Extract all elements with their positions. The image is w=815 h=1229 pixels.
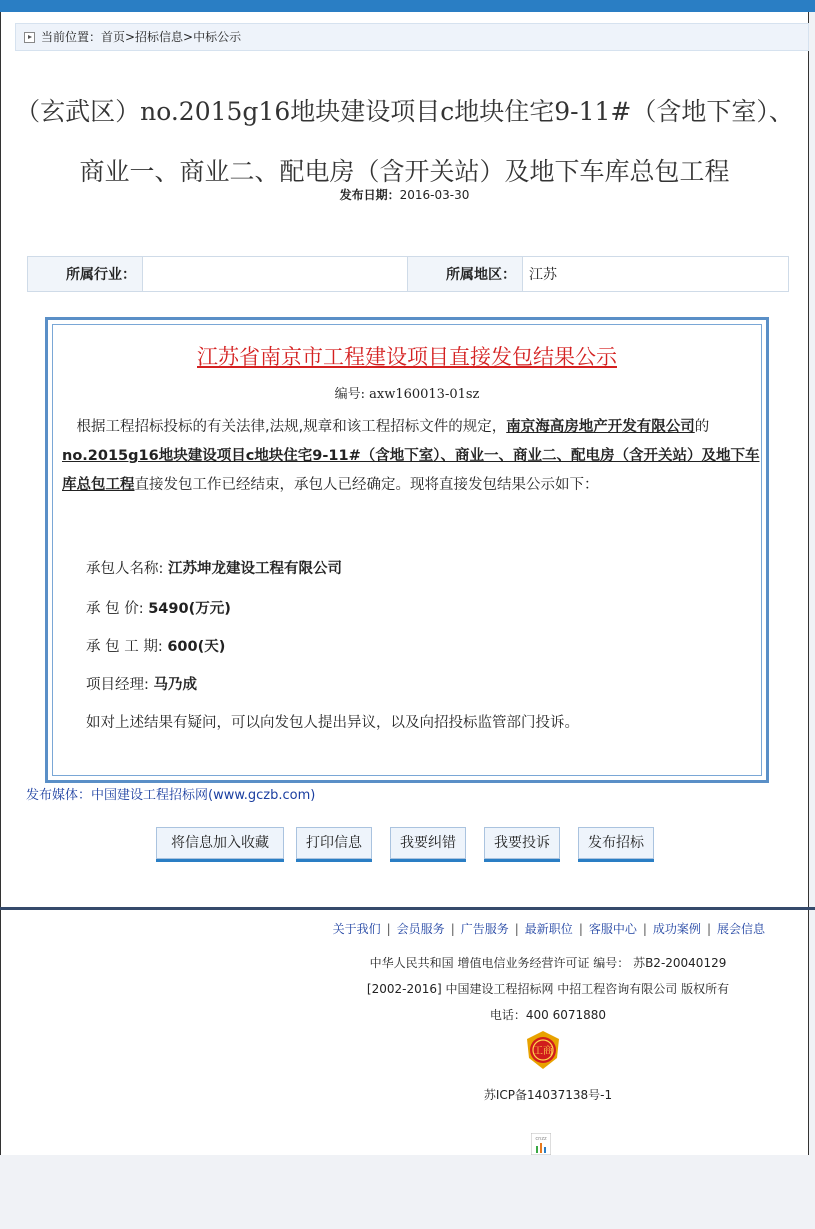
- page-title-line-1: （玄武区）no.2015g16地块建设项目c地块住宅9-11#（含地下室）、: [15, 97, 794, 126]
- notice-project-name: no.2015g16地块建设项目c地块住宅9-11#（含地下室）、商业一、商业二、配电房（含开关站）及地下车库总包工程: [62, 448, 760, 493]
- footer-link-ads[interactable]: 广告服务: [460, 922, 509, 936]
- footer-copyright: [2002-2016] 中国建设工程招标网 中招工程咨询有限公司 版权所有: [366, 982, 730, 996]
- breadcrumb: [15, 23, 809, 51]
- publish-media-link[interactable]: 发布媒体：中国建设工程招标网(www.gczb.com): [26, 788, 316, 803]
- footer-link-exhibition[interactable]: 展会信息: [716, 922, 765, 936]
- notice-title: 江苏省南京市工程建设项目直接发包结果公示: [197, 345, 617, 369]
- info-table: [27, 256, 789, 292]
- business-license-badge-icon[interactable]: [524, 1030, 562, 1070]
- footer-icp[interactable]: 苏ICP备14037138号-1: [483, 1088, 613, 1102]
- notice-para-post: 直接发包工作已经结束，承包人已经确定。现将直接发包结果公示如下：: [134, 477, 599, 493]
- objection-text: 如对上述结果有疑问，可以向发包人提出异议，以及向招投标监管部门投诉。: [86, 715, 579, 731]
- price-row: [86, 597, 231, 618]
- manager-row: [86, 673, 197, 694]
- page-title-line-2: 商业一、商业二、配电房（含开关站）及地下车库总包工程: [79, 157, 730, 186]
- content-page: [0, 12, 809, 908]
- report-error-button[interactable]: 我要纠错: [390, 827, 466, 859]
- publish-date-value: 2016-03-30: [399, 188, 470, 202]
- blank-area: [0, 1155, 815, 1229]
- footer-link-membership[interactable]: 会员服务: [396, 922, 445, 936]
- footer-link-support[interactable]: 客服中心: [588, 922, 637, 936]
- region-value: 江苏: [523, 257, 789, 292]
- footer-link-about[interactable]: 关于我们: [332, 922, 381, 936]
- price-label: 承 包 价:: [86, 601, 144, 617]
- industry-value: [143, 257, 408, 292]
- notice-para-pre: 根据工程招标投标的有关法律,法规,规章和该工程招标文件的规定，: [76, 419, 507, 435]
- notice-owner-company: 南京海高房地产开发有限公司: [506, 419, 695, 435]
- complain-button[interactable]: 我要投诉: [484, 827, 560, 859]
- manager-value: 马乃成: [153, 677, 197, 693]
- notice-code: 编号: axw160013-01sz: [334, 387, 480, 402]
- region-label: 所属地区：: [408, 257, 523, 292]
- manager-label: 项目经理:: [86, 677, 149, 693]
- arrow-right-icon: [24, 32, 35, 43]
- publish-tender-button[interactable]: 发布招标: [578, 827, 654, 859]
- publish-date: [1, 186, 808, 203]
- period-value: 600(天): [167, 639, 226, 655]
- footer: [0, 910, 809, 1155]
- price-value: 5490(万元): [148, 601, 231, 617]
- contractor-value: 江苏坤龙建设工程有限公司: [168, 561, 342, 577]
- badge-text: 工商: [533, 1046, 553, 1057]
- industry-label: 所属行业：: [28, 257, 143, 292]
- counter-text: cnzz: [535, 1136, 547, 1142]
- result-notice-box: [45, 317, 769, 783]
- stat-counter-icon[interactable]: [531, 1133, 551, 1155]
- publish-date-label: 发布日期：: [339, 188, 400, 202]
- footer-links: 关于我们 | 会员服务 | 广告服务 | 最新职位 | 客服中心 | 成功案例 | 展会信息: [330, 920, 768, 937]
- page-title: [1, 82, 808, 202]
- add-favorite-button[interactable]: 将信息加入收藏: [156, 827, 284, 859]
- top-bar: [0, 0, 815, 12]
- breadcrumb-text[interactable]: 当前位置：首页>招标信息>中标公示: [41, 30, 242, 44]
- period-row: [86, 635, 225, 656]
- footer-license: 中华人民共和国 增值电信业务经营许可证 编号： 苏B2-20040129: [369, 956, 727, 970]
- footer-phone: 电话：400 6071880: [489, 1008, 607, 1022]
- result-notice-inner: [52, 324, 762, 776]
- notice-para-mid: 的: [694, 419, 710, 435]
- print-button[interactable]: 打印信息: [296, 827, 372, 859]
- notice-paragraph: [62, 413, 762, 500]
- period-label: 承 包 工 期:: [86, 639, 163, 655]
- footer-link-jobs[interactable]: 最新职位: [524, 922, 573, 936]
- footer-link-cases[interactable]: 成功案例: [652, 922, 701, 936]
- contractor-label: 承包人名称:: [86, 561, 164, 577]
- contractor-row: [86, 557, 342, 578]
